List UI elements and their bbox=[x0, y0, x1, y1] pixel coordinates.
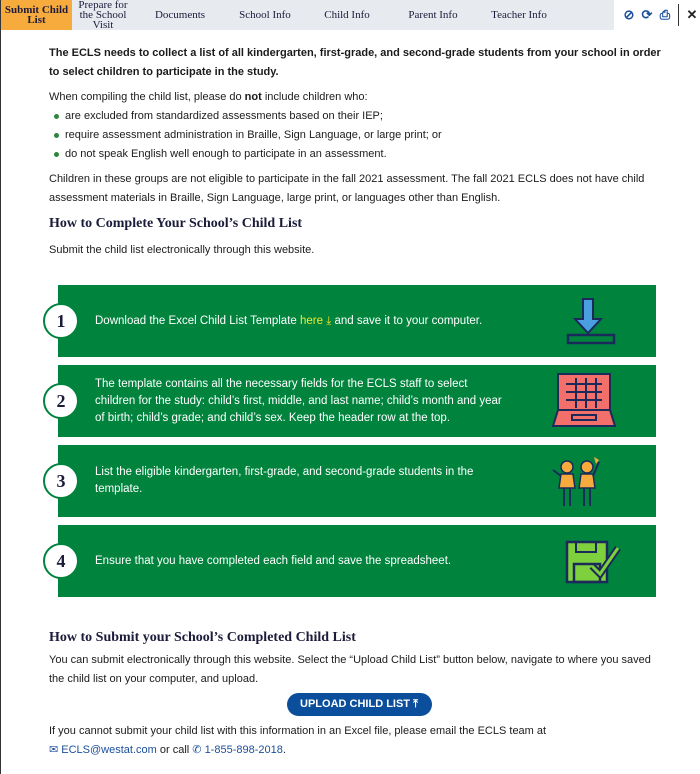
step-text: The template contains all the necessary fields for the ECLS staff to select children for the study: child’s first, middle, and last name; child’s month and year of birth; child’s grade; and child’s sex. Keep the header row at the top. bbox=[95, 377, 502, 424]
download-template-link[interactable]: here ⤓ bbox=[299, 314, 332, 327]
submit-section bbox=[49, 628, 669, 766]
compile-text bbox=[49, 88, 669, 107]
step-text bbox=[95, 313, 535, 330]
download-arrow-icon bbox=[566, 296, 616, 346]
list-item: do not speak English well enough to participate in an assessment. bbox=[49, 145, 669, 164]
tab-school-info[interactable]: School Info bbox=[239, 9, 291, 21]
compile-bold: not bbox=[244, 91, 262, 103]
eligibility-note: Children in these groups are not eligible to participate in the fall 2021 assessment. The fall 2021 ECLS does not have child assessment materials in Braille, Sign Language, large print, or languages other than English. bbox=[49, 173, 645, 204]
step-text: Ensure that you have completed each field and save the spreadsheet. bbox=[95, 554, 452, 567]
save-checkmark-icon bbox=[564, 536, 624, 586]
email-link[interactable]: ECLS@westat.com bbox=[61, 744, 157, 756]
submit-heading: How to Submit your School’s Completed Child List bbox=[49, 630, 356, 645]
close-icon[interactable]: ✕ bbox=[686, 7, 698, 22]
step-1-card bbox=[58, 285, 656, 357]
phone-icon: ✆ bbox=[192, 744, 202, 756]
tab-prepare-school-visit[interactable]: Prepare for the School Visit bbox=[78, 0, 128, 31]
main-content bbox=[49, 44, 669, 266]
exclusion-list bbox=[49, 107, 669, 164]
complete-heading: How to Complete Your School’s Child List bbox=[49, 216, 303, 231]
phone-link[interactable]: 1-855-898-2018 bbox=[204, 744, 283, 756]
compile-post: include children who: bbox=[261, 91, 368, 103]
ban-icon[interactable]: ⊘ bbox=[623, 7, 635, 22]
step-text-pre: Download the Excel Child List Template bbox=[95, 314, 300, 327]
tab-teacher-info[interactable]: Teacher Info bbox=[491, 9, 547, 21]
step-2-card bbox=[58, 365, 656, 437]
submit-text: You can submit electronically through this website. Select the “Upload Child List” button below, navigate to where you saved the child list on your computer, and upload. bbox=[49, 654, 651, 685]
contact-line bbox=[49, 741, 669, 760]
end-punct: . bbox=[282, 744, 286, 756]
upload-child-list-button[interactable]: UPLOAD CHILD LIST ⤒ bbox=[287, 693, 432, 716]
tab-child-info[interactable]: Child Info bbox=[324, 9, 370, 21]
or-call-text: or call bbox=[156, 744, 193, 756]
children-icon bbox=[550, 453, 606, 509]
step-number: 3 bbox=[43, 463, 79, 499]
step-number: 2 bbox=[43, 383, 79, 419]
upload-icon: ⤒ bbox=[413, 698, 418, 710]
tab-submit-child-list[interactable]: Submit Child List bbox=[1, 0, 72, 30]
compile-pre: When compiling the child list, please do bbox=[49, 91, 245, 103]
tab-documents[interactable]: Documents bbox=[154, 9, 206, 21]
step-text: List the eligible kindergarten, first-grade, and second-grade students in the template. bbox=[95, 466, 474, 495]
laptop-spreadsheet-icon bbox=[552, 372, 616, 430]
step-number: 4 bbox=[43, 543, 79, 579]
divider bbox=[678, 4, 679, 26]
print-icon[interactable]: ⎙ bbox=[659, 7, 671, 22]
download-icon: ⤓ bbox=[326, 314, 332, 327]
list-item: are excluded from standardized assessments based on their IEP; bbox=[49, 107, 669, 126]
envelope-icon: ✉ bbox=[49, 744, 59, 756]
intro-lead: The ECLS needs to collect a list of all kindergarten, first-grade, and second-grade students from your school in order to select children to participate in the study. bbox=[49, 47, 661, 78]
contact-text: If you cannot submit your child list with this information in an Excel file, please email the ECLS team at bbox=[49, 725, 547, 737]
list-item: require assessment administration in Braille, Sign Language, or large print; or bbox=[49, 126, 669, 145]
tab-bar bbox=[1, 0, 700, 30]
step-4-card bbox=[58, 525, 656, 597]
step-3-card bbox=[58, 445, 656, 517]
complete-subtext: Submit the child list electronically through this website. bbox=[49, 244, 315, 256]
step-text-post: and save it to your computer. bbox=[331, 314, 483, 327]
step-number: 1 bbox=[43, 303, 79, 339]
refresh-icon[interactable]: ⟳ bbox=[641, 7, 653, 22]
tab-parent-info[interactable]: Parent Info bbox=[408, 9, 458, 21]
